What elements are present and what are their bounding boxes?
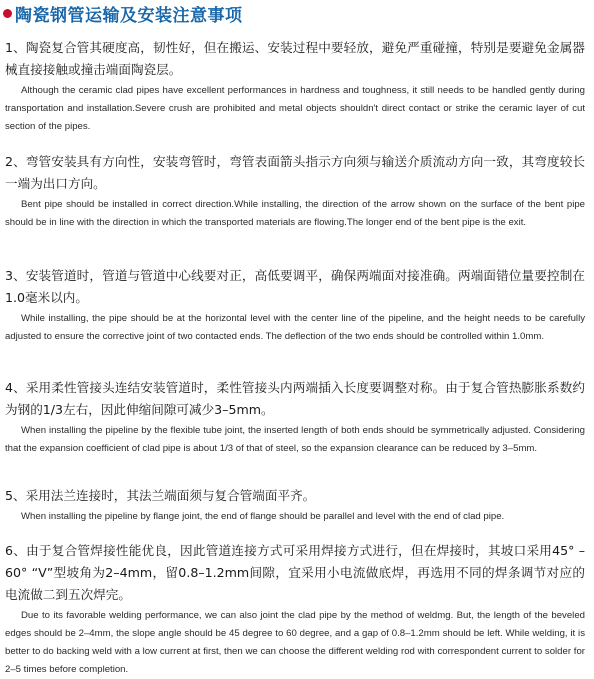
section-4-chinese-text: 4、采用柔性管接头连结安装管道时，柔性管接头内两端插入长度要调整对称。由于复合管热膨胀系数约为钢的1/3左右，因此伸缩间隙可减少3–5mm。 (5, 380, 585, 417)
section-5 (5, 485, 585, 526)
section-3-chinese-text: 3、安装管道时，管道与管道中心线要对正，高低要调平，确保两端面对接准确。两端面错位量要控制在1.0毫米以内。 (5, 268, 585, 305)
section-2 (5, 151, 585, 232)
page-title (3, 2, 243, 24)
section-3 (5, 265, 585, 346)
red-bullet-icon (3, 9, 12, 18)
section-2-english-text: Bent pipe should be installed in correct direction.While installing, the direction of the arrow shown on the surface of the bent pipe should be in line with the direction in which the transported materials are flowing.The longer end of the bent pipe is the exit. (5, 199, 585, 228)
section-1-english-text: Although the ceramic clad pipes have excellent performances in hardness and toughness, it still needs to be handled gently during transportation and installation.Severe crush are prohibited and metal objects shouldn't direct contact or strike the ceramic layer of cut section of the pipes. (5, 85, 585, 132)
section-3-english-text: While installing, the pipe should be at the horizontal level with the center line of the pipeline, and the height needs to be carefully adjusted to ensure the corrective joint of two contacted ends. The deflection of the two ends should be controlled within 1.0mm. (5, 313, 585, 342)
section-5-chinese-text: 5、采用法兰连接时，其法兰端面须与复合管端面平齐。 (5, 488, 316, 503)
section-4-english-text: When installing the pipeline by the flexible tube joint, the inserted length of both ends should be symmetrically adjusted. Considering that the expansion coefficient of clad pipe is about 1/3 of that of steel, so the expansion clearance can be reduced by 3–5mm. (5, 425, 585, 454)
section-2-chinese-text: 2、弯管安装具有方向性，安装弯管时，弯管表面箭头指示方向须与输送介质流动方向一致，其弯度较长一端为出口方向。 (5, 154, 585, 191)
section-1 (5, 37, 585, 136)
section-6-english-text: Due to its favorable welding performance, we can also joint the clad pipe by the method of weldmg. But, the length of the beveled edges should be 2–4mm, the slope angle should be 45 degree to 60 degree, and a gap of 0.8–1.2mm should be left. While welding, it is better to do backing weld with a low current at first, then we can choose the different welding rod with correspondent current to solder for 2–5 times before completion. (5, 610, 585, 675)
section-6-chinese-text: 6、由于复合管焊接性能优良，因此管道连接方式可采用焊接方式进行，但在焊接时，其坡口采用45° – 60° “V”型坡角为2–4mm，留0.8–1.2mm间隙，宜采用小电流做底焊，再选用不同的焊条调节对应的电流做二到五次焊完。 (5, 543, 585, 602)
section-5-english-text: When installing the pipeline by flange joint, the end of flange should be parallel and level with the end of clad pipe. (21, 511, 505, 522)
page-title-text: 陶瓷钢管运输及安装注意事项 (15, 5, 243, 26)
section-1-chinese-text: 1、陶瓷复合管其硬度高，韧性好，但在搬运、安装过程中要轻放，避免严重碰撞，特别是要避免金属器械直接接触或撞击端面陶瓷层。 (5, 40, 585, 77)
section-4 (5, 377, 585, 458)
section-6 (5, 540, 585, 679)
